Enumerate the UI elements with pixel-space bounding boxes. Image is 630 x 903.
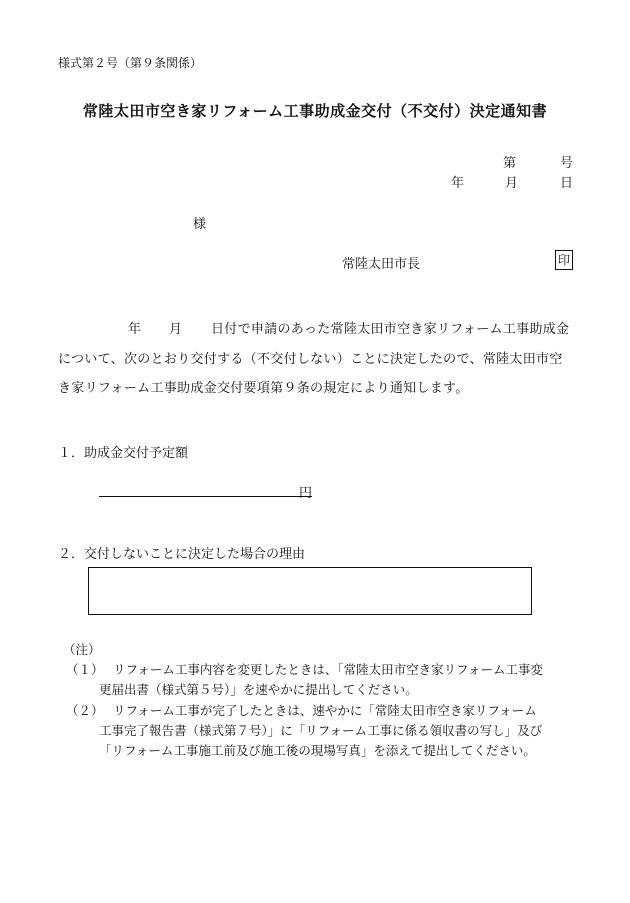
body-line-1: 日付で申請のあった常陸太田市空き家リフォーム工事助成金 [211,322,570,337]
form-number: 様式第２号（第９条関係） [58,56,203,70]
date-day: 日 [560,176,574,191]
issue-number-prefix: 第 [503,156,517,171]
note-1-line-2: 更届出書（様式第５号）」を速やかに提出してください。 [99,682,418,697]
amount-field-line [99,496,312,497]
body-month: 月 [169,322,183,337]
note-1-line-1: リフォーム工事内容を変更したときは、「常陸太田市空き家リフォーム工事変 [113,662,544,677]
document-title: 常陸太田市空き家リフォーム工事助成金交付（不交付）決定通知書 [82,102,548,120]
issuer-mayor: 常陸太田市長 [342,257,421,272]
note-2-line-1: リフォーム工事が完了したときは、速やかに「常陸太田市空き家リフォーム [113,703,537,718]
reason-label: ２．交付しないことに決定した場合の理由 [58,547,306,562]
reason-box [88,567,532,615]
note-2-line-3: 「リフォーム工事施工前及び施工後の現場写真」を添えて提出してください。 [99,743,536,758]
note-1-number: （１） [66,662,104,677]
amount-unit: 円 [299,486,313,501]
body-line-2: について、次のとおり交付する（不交付しない）ことに決定したので、常陸太田市空 [58,352,563,367]
date-year: 年 [451,176,465,191]
issue-number-suffix: 号 [560,156,574,171]
date-month: 月 [505,176,519,191]
note-2-number: （２） [66,703,104,718]
body-line-3: き家リフォーム工事助成金交付要項第９条の規定により通知します。 [58,381,469,396]
recipient-honorific: 様 [193,217,207,232]
amount-label: １．助成金交付予定額 [58,446,189,461]
notes-heading: （注） [63,642,101,657]
body-year: 年 [128,322,142,337]
seal-stamp: 印 [555,250,573,270]
note-2-line-2: 工事完了報告書（様式第７号）」に「リフォーム工事に係る領収書の写し」及び [99,723,543,738]
